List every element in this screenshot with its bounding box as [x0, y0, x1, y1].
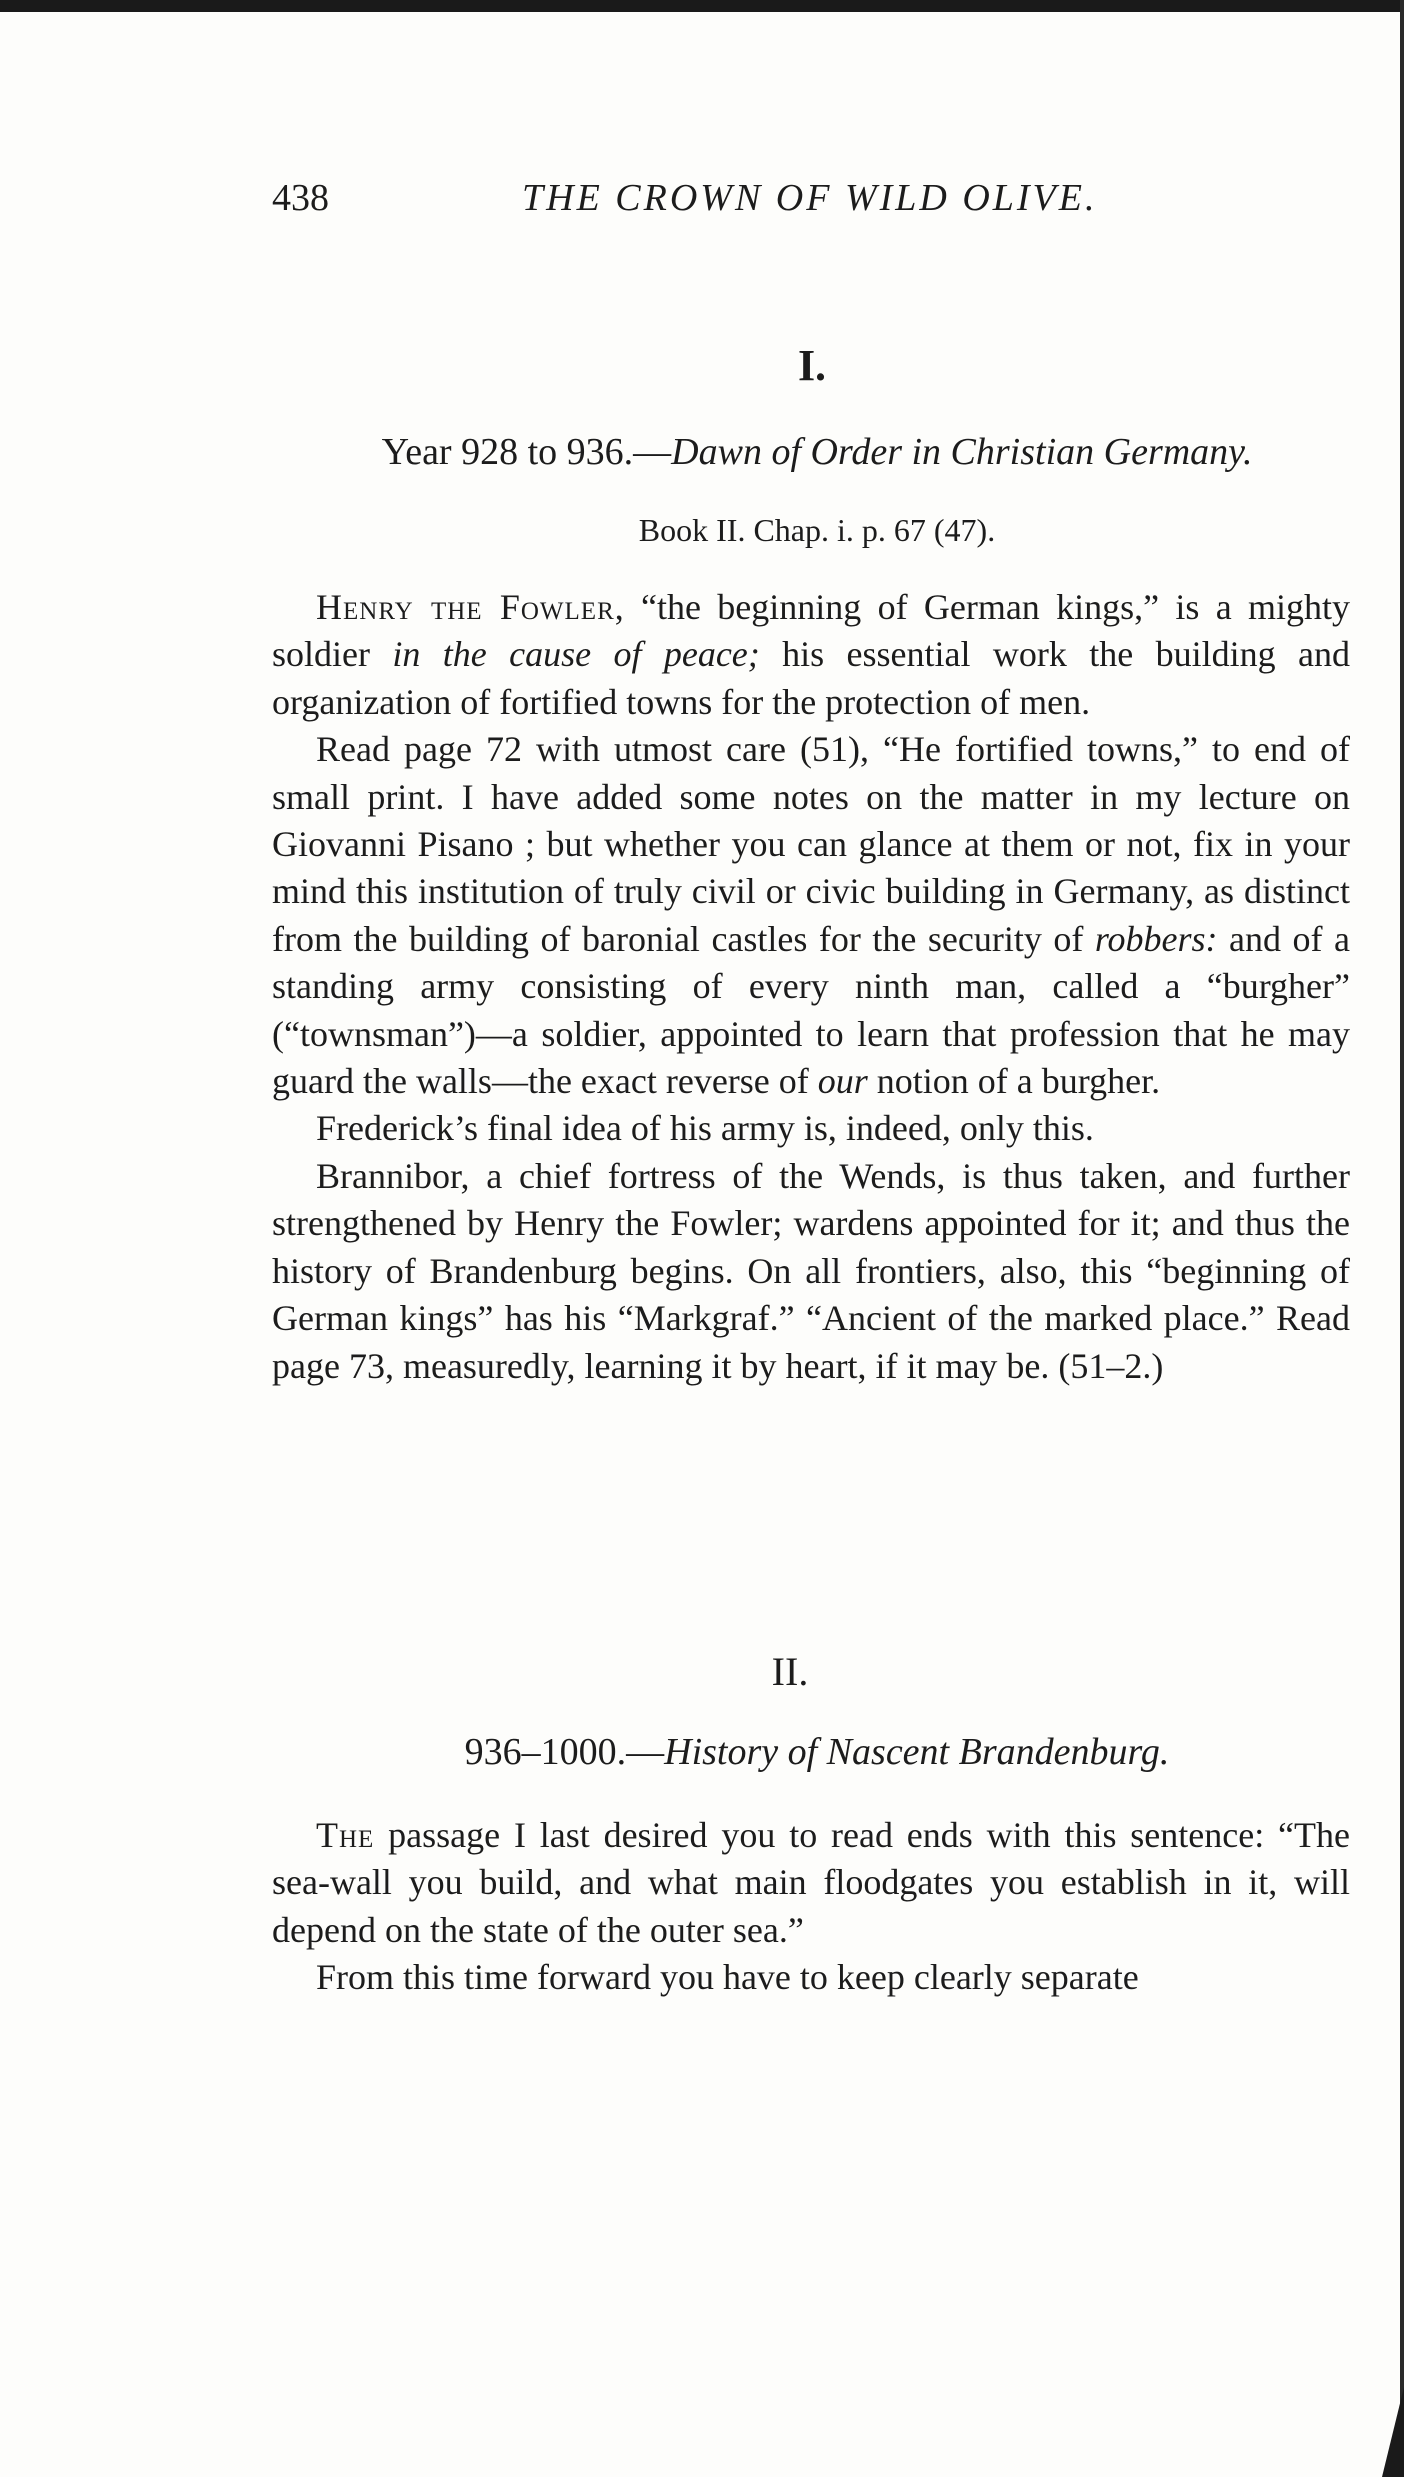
smallcaps-lead: Henry the Fowler, [316, 587, 625, 627]
text-run: notion of a burgher. [867, 1061, 1161, 1102]
text-run: and of a standing army consisting of every ninth man, called a “burgher” (“townsman”)—a soldier, appointed to learn that profession that he may guard the walls—the exact reverse of [272, 918, 1351, 1102]
section-title-2-years: 936–1000.— [464, 1731, 665, 1773]
paragraph: Frederick’s final idea of his army is, indeed, only this. [316, 1108, 1094, 1149]
section-1-body [272, 584, 1350, 1390]
section-title-1 [272, 430, 1362, 474]
section-title-2-subject: History of Nascent Brandenburg. [664, 1731, 1170, 1773]
page-header [272, 176, 1362, 226]
section-numeral-2: II. [771, 1649, 809, 1694]
scan-corner-shadow [1382, 2387, 1404, 2477]
book-reference: Book II. Chap. i. p. 67 (47). [638, 512, 996, 548]
section-2-body [272, 1812, 1350, 2002]
text-run: “the beginning of German kings,” is a mighty soldier [272, 587, 1350, 675]
text-run: his essential work the building and organization of fortified towns for the protection of men. [272, 634, 1350, 722]
section-title-1-years: Year 928 to 936.— [381, 431, 672, 473]
italic-run: our [817, 1061, 868, 1102]
text-run: passage I last desired you to read ends with this sentence: “The sea-wall you build, and what main floodgates you establish in it, will depend on the state of the outer sea.” [272, 1815, 1350, 1950]
paragraph: From this time forward you have to keep clearly separate [316, 1957, 1139, 1998]
italic-run: robbers: [1094, 918, 1218, 959]
paragraph [272, 584, 1350, 726]
running-title: THE CROWN OF WILD OLIVE. [522, 177, 1098, 219]
section-numeral-1: I. [797, 341, 827, 390]
paragraph: Brannibor, a chief fortress of the Wends, is thus taken, and further strengthened by Henry the Fowler; wardens appointed for it; and thus the history of Brandenburg begins. On all frontiers, also, this “beginning of German kings” has his “Markgraf.” “Ancient of the marked place.” Read page 73, measuredly, learning it by heart, if it may be. (51–2.) [272, 1155, 1350, 1386]
text-run: Read page 72 with utmost care (51), “He fortified towns,” to end of small print. I have added some notes on the matter in my lecture on Giovanni Pisano ; but whether you can glance at them or not, fix in your mind this institution of truly civil or civic building in Germany, as distinct from the building of baronial castles for the security of [272, 729, 1350, 959]
scan-top-border [0, 0, 1404, 12]
page-number: 438 [272, 177, 329, 219]
paragraph [272, 726, 1350, 1105]
section-title-1-subject: Dawn of Order in Christian Germany. [671, 431, 1253, 473]
paragraph [272, 1812, 1350, 1954]
italic-run: in the cause of peace; [392, 634, 760, 675]
section-title-2 [272, 1730, 1362, 1774]
smallcaps-lead: The [316, 1815, 375, 1855]
